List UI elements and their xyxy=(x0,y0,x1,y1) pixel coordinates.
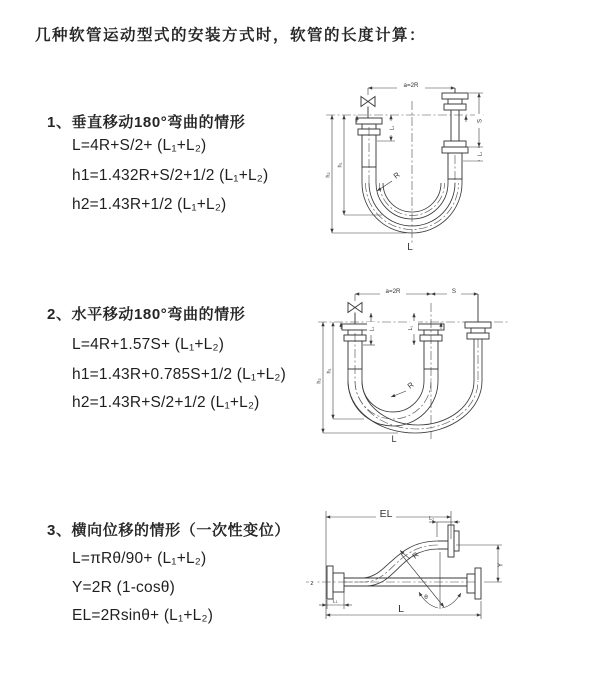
length-label: L xyxy=(407,242,413,253)
lower-right-flange xyxy=(467,568,481,599)
upper-right-flange xyxy=(438,525,459,557)
section-3-formula-L: L=πRθ/90+ (L₁+L₂) xyxy=(72,550,207,567)
section-1-formula-h1: h1=1.432R+S/2+1/2 (L₁+L₂) xyxy=(72,167,269,184)
dim-label-l1-top: L₁ xyxy=(429,516,434,522)
centerlines xyxy=(306,545,475,582)
dim-label-l1-bottom: L₁ xyxy=(332,598,338,605)
dim-label-h1: h₁ xyxy=(326,368,333,374)
dim-label-l1-right: L₁ xyxy=(477,151,484,157)
dim-label-h1: h₁ xyxy=(337,162,344,168)
centerlines xyxy=(326,101,484,245)
radius-label: R xyxy=(410,550,421,561)
diagram-vertical-180-svg xyxy=(312,75,600,259)
section-3-formula-Y: Y=2R (1-cosθ) xyxy=(72,579,175,596)
label-backgrounds xyxy=(367,286,461,335)
page-title: 几种软管运动型式的安装方式时，软管的长度计算： xyxy=(35,27,427,44)
diagram-horizontal-180-svg xyxy=(308,281,600,447)
diagram-lateral-displacement xyxy=(298,497,600,641)
dim-label-l1-left: L₁ xyxy=(389,125,396,131)
right-fitting xyxy=(465,294,491,339)
dim-label-a2r: a=2R xyxy=(385,288,401,295)
section-2-formula-h2: h2=1.43R+S/2+1/2 (L₁+L₂) xyxy=(72,394,260,411)
diagram-horizontal-180-bend xyxy=(308,281,600,447)
diagram-lateral-displacement-svg xyxy=(298,497,600,641)
right-fitting xyxy=(442,88,468,179)
diagram-labels xyxy=(317,288,457,444)
theta-label: θ xyxy=(424,594,428,601)
left-flange xyxy=(327,566,344,599)
hose-u-bends xyxy=(348,339,482,433)
dim-label-s: S xyxy=(451,288,457,295)
section-1-formula-L: L=4R+S/2+ (L₁+L₂) xyxy=(72,137,207,154)
dim-label-l1-left: L₁ xyxy=(369,326,376,332)
dim-label-h2: h₂ xyxy=(325,172,332,178)
displaced-hose xyxy=(344,541,438,586)
label-backgrounds xyxy=(388,80,483,160)
section-2-heading: 2、水平移动180°弯曲的情形 xyxy=(47,306,246,323)
diagram-labels xyxy=(326,82,484,253)
dim-label-y: Y xyxy=(497,562,505,568)
section-1-heading: 1、垂直移动180°弯曲的情形 xyxy=(47,114,246,131)
angle-construction xyxy=(401,552,461,609)
dim-label-s: S xyxy=(476,118,484,124)
radius-label: R xyxy=(405,380,416,391)
section-2-formula-h1: h1=1.43R+0.785S+1/2 (L₁+L₂) xyxy=(72,366,286,383)
dim-label-l1-mid: L₁ xyxy=(408,325,414,331)
length-label: L xyxy=(391,434,397,444)
radius-label: R xyxy=(391,170,402,181)
length-label: L xyxy=(398,603,404,615)
dim-label-h2: h₂ xyxy=(316,378,323,384)
dimension-lines xyxy=(319,511,502,619)
pipe-break-mark: z xyxy=(310,580,314,587)
section-3-heading: 3、横向位移的情形（一次性变位） xyxy=(47,522,290,539)
section-1-formula-h2: h2=1.43R+1/2 (L₁+L₂) xyxy=(72,196,227,213)
dim-label-el: EL xyxy=(379,508,393,520)
dimension-lines xyxy=(323,294,478,433)
valve-icon xyxy=(348,303,362,325)
section-2-formula-L: L=4R+1.57S+ (L₁+L₂) xyxy=(72,336,225,353)
diagram-vertical-180-bend xyxy=(312,75,600,259)
section-3-formula-EL: EL=2Rsinθ+ (L₁+L₂) xyxy=(72,607,214,624)
dim-label-a2r: a=2R xyxy=(403,82,419,89)
